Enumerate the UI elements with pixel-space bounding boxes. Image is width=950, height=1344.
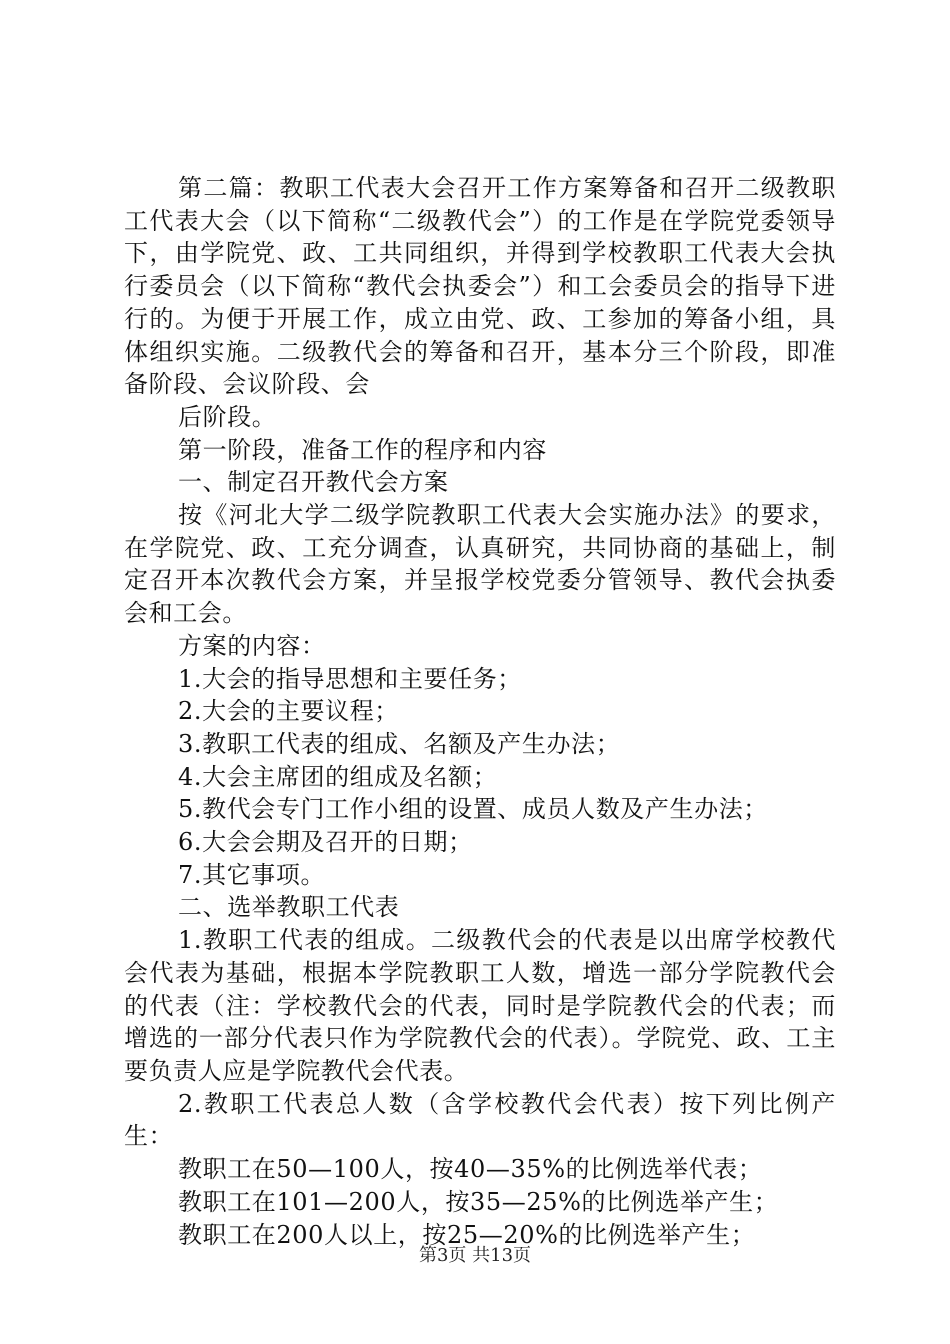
paragraph-plan-requirements: 按《河北大学二级学院教职工代表大会实施办法》的要求，在学院党、政、工充分调查，认真研究，共同协商的基础上，制定召开本次教代会方案，并呈报学校党委分管领导、教代会执委会和工会。: [124, 501, 836, 628]
section-heading-stage-one: 第一阶段，准备工作的程序和内容: [178, 435, 547, 464]
ratio-line: 教职工在200人以上，按25—20%的比例选举产生；: [178, 1220, 756, 1249]
paragraph-intro: 第二篇：教职工代表大会召开工作方案筹备和召开二级教职工代表大会（以下简称“二级教代会”）的工作是在学院党委领导下，由学院党、政、工共同组织，并得到学校教职工代表大会执行委员会（以下简称“教代会执委会”）和工会委员会的指导下进行的。为便于开展工作，成立由党、政、工参加的筹备小组，具体组织实施。二级教代会的筹备和召开，基本分三个阶段，即准备阶段、会议阶段、会: [124, 174, 836, 399]
plan-contents-label: 方案的内容：: [178, 631, 326, 660]
subheading-make-plan: 一、制定召开教代会方案: [178, 468, 449, 497]
list-item: 2.大会的主要议程；: [178, 697, 399, 726]
list-item: 1.大会的指导思想和主要任务；: [178, 664, 522, 693]
paragraph-representative-ratio: 2.教职工代表总人数（含学校教代会代表）按下列比例产生：: [124, 1089, 836, 1151]
paragraph-intro-continued: 后阶段。: [178, 402, 277, 431]
list-item: 3.教职工代表的组成、名额及产生办法；: [178, 729, 621, 758]
page-number-footer: 第3页 共13页: [418, 1245, 532, 1266]
paragraph-representative-composition: 1.教职工代表的组成。二级教代会的代表是以出席学校教代会代表为基础，根据本学院教职工人数，增选一部分学院教代会的代表（注：学校教代会的代表，同时是学院教代会的代表；而增选的一部分代表只作为学院教代会的代表）。学院党、政、工主要负责人应是学院教代会代表。: [124, 926, 836, 1085]
list-item: 6.大会会期及召开的日期；: [178, 828, 473, 857]
ratio-line: 教职工在101—200人，按35—25%的比例选举产生；: [178, 1187, 779, 1216]
list-item: 7.其它事项。: [178, 860, 326, 889]
list-item: 5.教代会专门工作小组的设置、成员人数及产生办法；: [178, 795, 768, 824]
ratio-line: 教职工在50—100人，按40—35%的比例选举代表；: [178, 1155, 763, 1184]
document-body: [124, 172, 836, 1251]
subheading-elect-representatives: 二、选举教职工代表: [178, 893, 400, 922]
list-item: 4.大会主席团的组成及名额；: [178, 762, 498, 791]
